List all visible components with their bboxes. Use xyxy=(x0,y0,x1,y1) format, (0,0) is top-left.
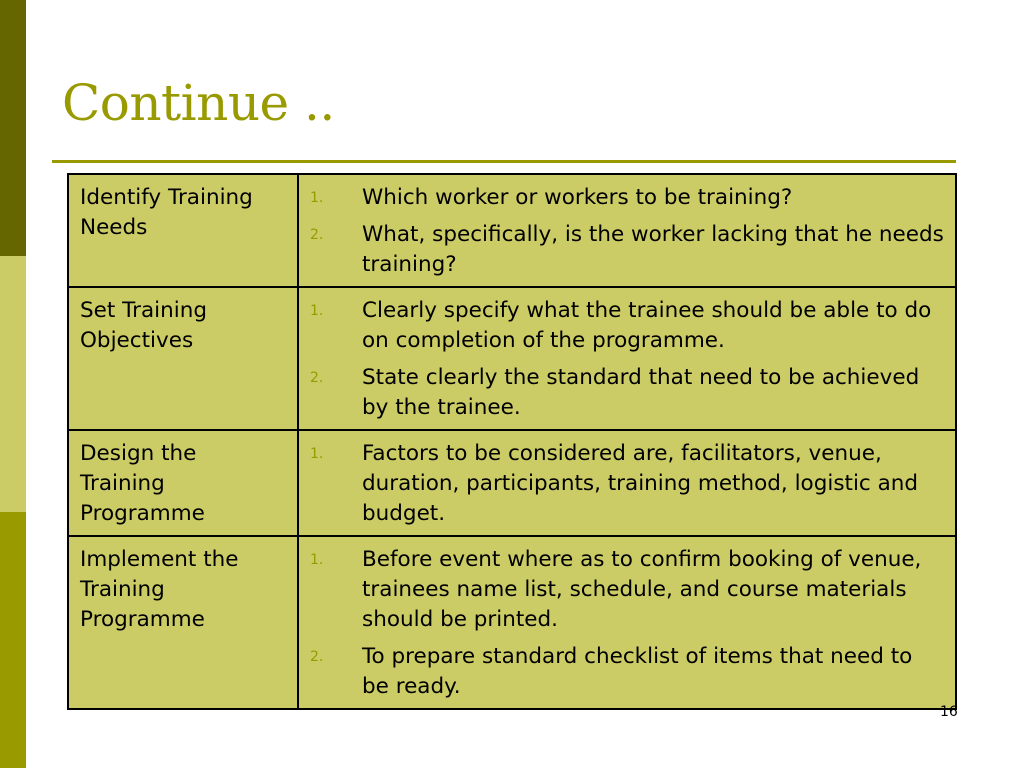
item-number: 1. xyxy=(310,446,324,462)
table-row xyxy=(68,536,956,709)
numbered-list xyxy=(310,439,945,529)
stage-cell: Design the Training Programme xyxy=(68,430,298,536)
sidebar-band-light xyxy=(0,256,26,512)
item-number: 1. xyxy=(310,190,324,206)
item-text: Before event where as to confirm booking of venue, trainees name list, schedule, and course materials should be printed. xyxy=(362,547,922,632)
details-cell xyxy=(298,287,956,430)
list-item xyxy=(310,363,945,423)
item-number: 2. xyxy=(310,649,324,665)
details-cell xyxy=(298,174,956,287)
title-divider xyxy=(52,160,956,163)
list-item xyxy=(310,183,945,213)
stage-cell: Implement the Training Programme xyxy=(68,536,298,709)
item-text: What, specifically, is the worker lacking that he needs training? xyxy=(362,222,944,277)
page-number: 16 xyxy=(940,704,958,720)
item-text: Which worker or workers to be training? xyxy=(362,185,793,210)
training-steps-table xyxy=(67,173,957,710)
slide-title: Continue .. xyxy=(62,74,335,132)
details-cell xyxy=(298,430,956,536)
numbered-list xyxy=(310,545,945,702)
numbered-list xyxy=(310,296,945,423)
stage-cell: Identify Training Needs xyxy=(68,174,298,287)
sidebar-band-dark xyxy=(0,0,26,256)
numbered-list xyxy=(310,183,945,280)
list-item xyxy=(310,296,945,356)
item-number: 1. xyxy=(310,552,324,568)
item-number: 2. xyxy=(310,227,324,243)
item-number: 2. xyxy=(310,370,324,386)
table-row xyxy=(68,174,956,287)
item-number: 1. xyxy=(310,303,324,319)
list-item xyxy=(310,545,945,635)
item-text: State clearly the standard that need to be achieved by the trainee. xyxy=(362,365,920,420)
list-item xyxy=(310,642,945,702)
item-text: To prepare standard checklist of items that need to be ready. xyxy=(362,644,913,699)
table-row xyxy=(68,287,956,430)
list-item xyxy=(310,220,945,280)
sidebar-band-olive xyxy=(0,512,26,768)
item-text: Factors to be considered are, facilitators, venue, duration, participants, training method, logistic and budget. xyxy=(362,441,919,526)
item-text: Clearly specify what the trainee should be able to do on completion of the programme. xyxy=(362,298,932,353)
table-row xyxy=(68,430,956,536)
stage-cell: Set Training Objectives xyxy=(68,287,298,430)
list-item xyxy=(310,439,945,529)
details-cell xyxy=(298,536,956,709)
